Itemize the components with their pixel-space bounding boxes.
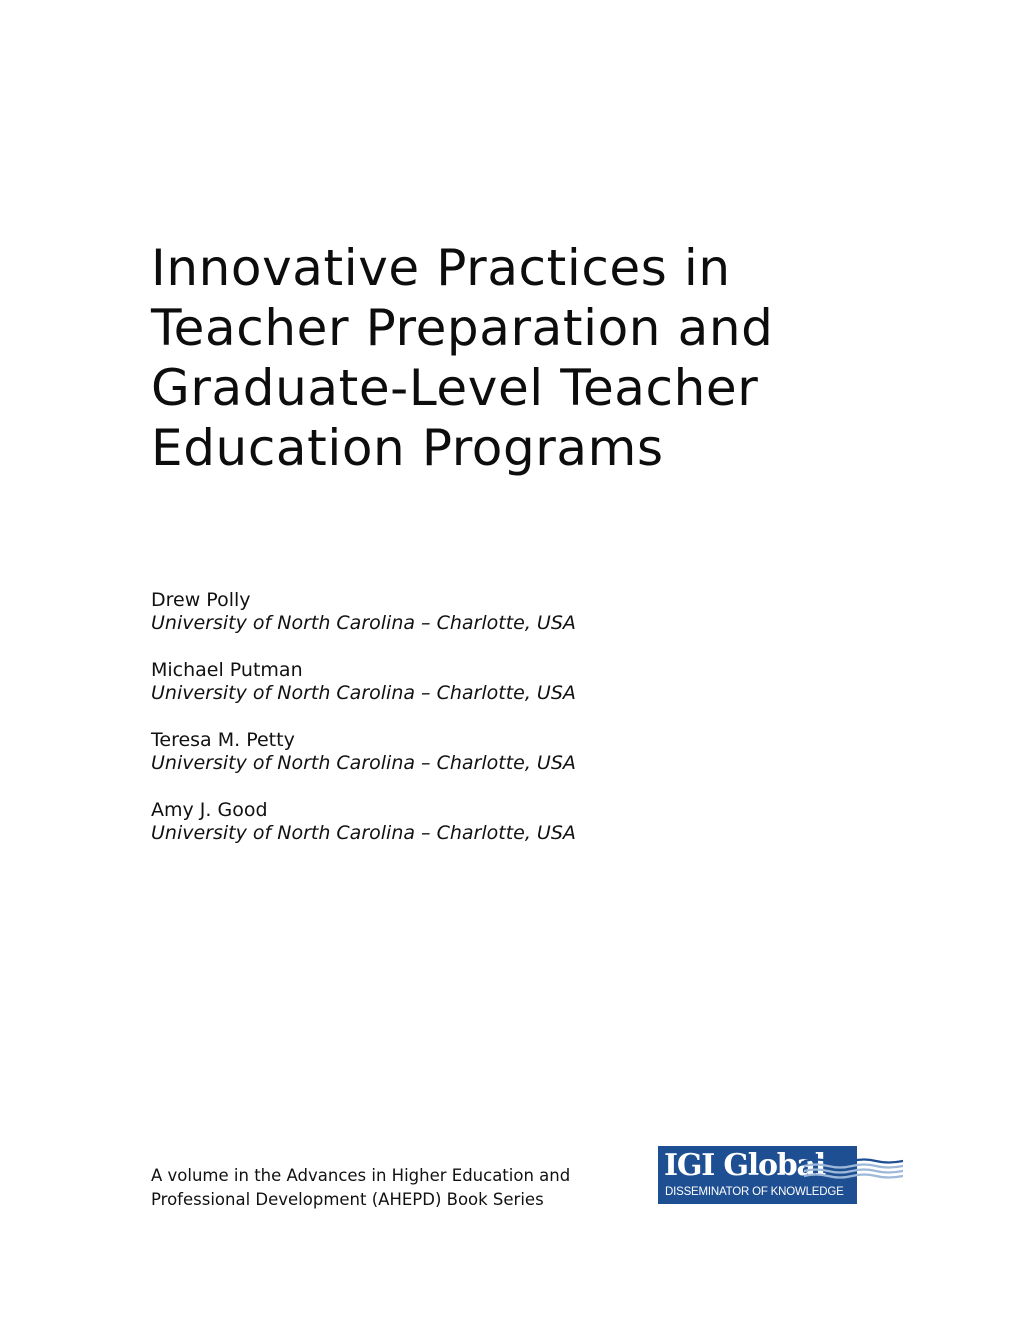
- author-name: Michael Putman: [151, 659, 303, 681]
- publisher-tagline: DISSEMINATOR OF KNOWLEDGE: [665, 1186, 844, 1198]
- author-entry: [151, 728, 751, 798]
- wave-line: [804, 1165, 903, 1168]
- wave-line: [804, 1160, 903, 1163]
- wave-line: [804, 1175, 903, 1178]
- publisher-logo: [658, 1144, 903, 1206]
- author-name: Drew Polly: [151, 589, 251, 611]
- wave-line: [804, 1170, 903, 1173]
- author-affiliation: University of North Carolina – Charlotte, USA: [151, 612, 576, 634]
- book-title-line: Teacher Preparation and: [151, 299, 774, 357]
- author-name: Teresa M. Petty: [151, 729, 295, 751]
- author-affiliation: University of North Carolina – Charlotte, USA: [151, 682, 576, 704]
- author-affiliation: University of North Carolina – Charlotte, USA: [151, 752, 576, 774]
- series-note-line: Professional Development (AHEPD) Book Series: [151, 1190, 544, 1209]
- author-entry: [151, 658, 751, 728]
- author-name: Amy J. Good: [151, 799, 268, 821]
- series-note-line: A volume in the Advances in Higher Education and: [151, 1166, 571, 1185]
- author-affiliation: University of North Carolina – Charlotte, USA: [151, 822, 576, 844]
- book-title-line: Innovative Practices in: [151, 239, 731, 297]
- book-title: [151, 238, 911, 478]
- author-entry: [151, 798, 751, 868]
- author-entry: [151, 588, 751, 658]
- book-series-note: [151, 1164, 631, 1212]
- book-title-line: Graduate-Level Teacher: [151, 359, 759, 417]
- author-list: [151, 588, 751, 868]
- publisher-name: IGI Global: [664, 1148, 825, 1183]
- wave-lines-icon: [804, 1158, 903, 1180]
- book-title-line: Education Programs: [151, 419, 664, 477]
